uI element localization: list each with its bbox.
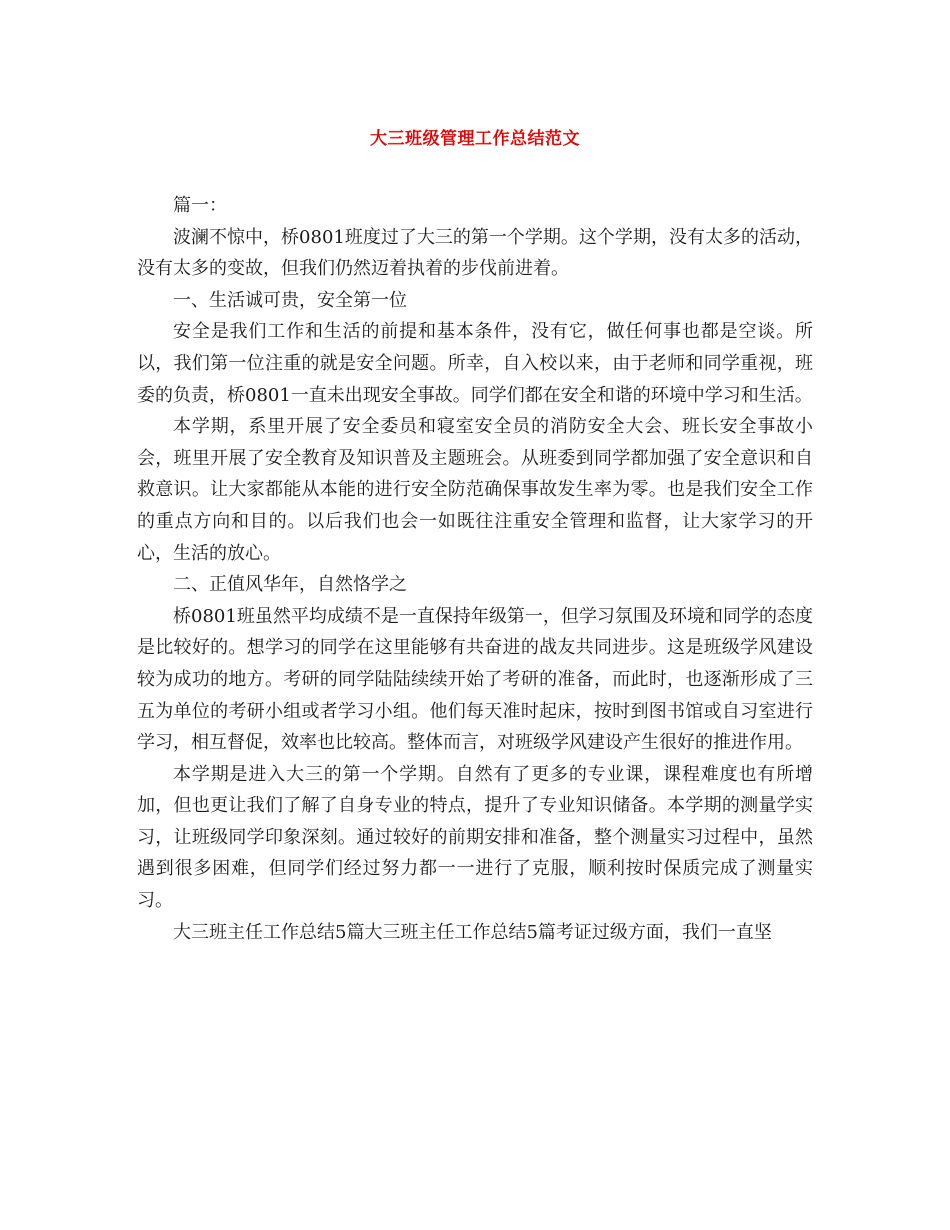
document-title: 大三班级管理工作总结范文 — [370, 129, 580, 149]
paragraph-safety-1: 安全是我们工作和生活的前提和基本条件，没有它，做任何事也都是空谈。所以，我们第一位注重的就是安全问题。所幸，自入校以来，由于老师和同学重视，班委的负责，桥0801一直未出现安全事故。同学们都在安全和谐的环境中学习和生活。 — [137, 321, 813, 406]
paragraph-intro: 波澜不惊中，桥0801班度过了大三的第一个学期。这个学期，没有太多的活动，没有太多的变故，但我们仍然迈着执着的步伐前进着。 — [137, 226, 813, 280]
section-heading-study: 二、正值风华年，自然恪学之 — [173, 574, 407, 596]
paragraph-safety-2: 本学期，系里开展了安全委员和寝室安全员的消防安全大会、班长安全事故小会，班里开展了安全教育及知识普及主题班会。从班委到同学都加强了安全意识和自救意识。让大家都能从本能的进行安全防范确保事故发生率为零。也是我们安全工作的重点方向和目的。以后我们也会一如既往注重安全管理和监督，让大家学习的开心，生活的放心。 — [137, 416, 813, 564]
document-body — [137, 190, 813, 948]
paragraph-exams: 大三班主任工作总结5篇大三班主任工作总结5篇考证过级方面，我们一直坚 — [173, 921, 772, 943]
paragraph-study-1: 桥0801班虽然平均成绩不是一直保持年级第一，但学习氛围及环境和同学的态度是比较好的。想学习的同学在这里能够有共奋进的战友共同进步。这是班级学风建设较为成功的地方。考研的同学陆陆续续开始了考研的准备，而此时，也逐渐形成了三五为单位的考研小组或者学习小组。他们每天准时起床，按时到图书馆或自习室进行学习，相互督促，效率也比较高。整体而言，对班级学风建设产生很好的推进作用。 — [137, 605, 813, 754]
paragraph-part-label: 篇一： — [173, 195, 227, 216]
section-heading-safety: 一、生活诚可贵，安全第一位 — [173, 289, 407, 311]
paragraph-study-2: 本学期是进入大三的第一个学期。自然有了更多的专业课，课程难度也有所增加，但也更让我们了解了自身专业的特点，提升了专业知识储备。本学期的测量学实习，让班级同学印象深刻。通过较好的前期安排和准备，整个测量实习过程中，虽然遇到很多困难，但同学们经过努力都一一进行了克服，顺利按时保质完成了测量实习。 — [137, 763, 813, 912]
